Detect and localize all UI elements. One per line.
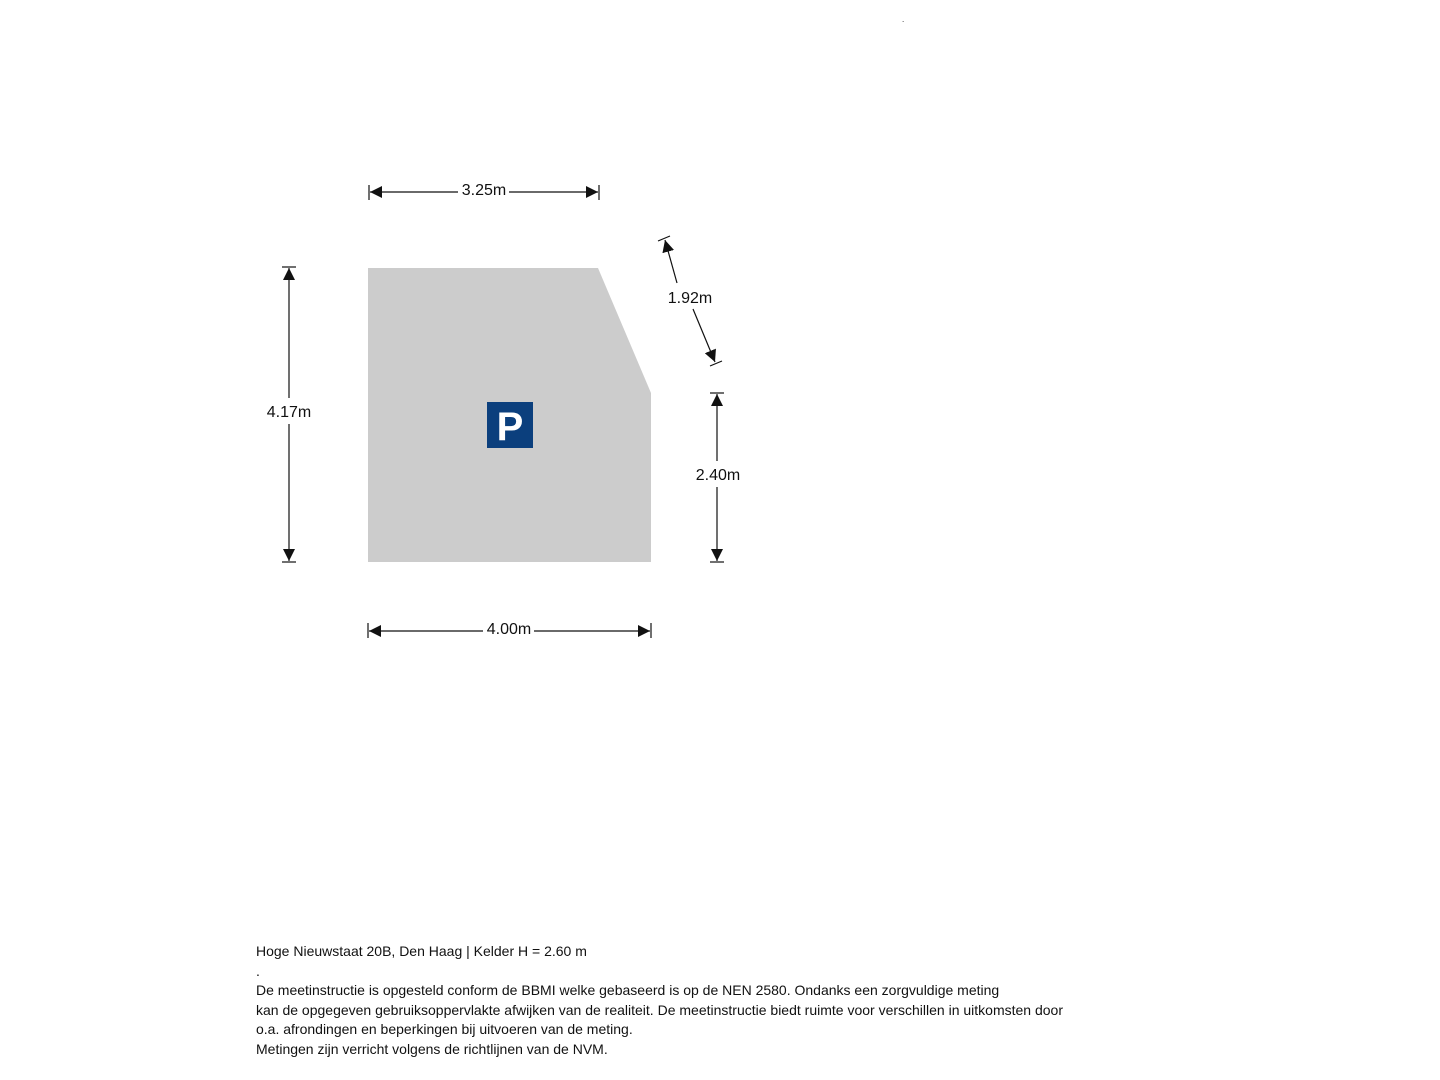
dimension-left-label: 4.17m [266,404,312,421]
dimension-top-label: 3.25m [461,182,507,199]
notes-separator: . [256,962,260,979]
dimension-right-label: 2.40m [695,467,741,484]
disclaimer-line: De meetinstructie is opgesteld conform de BBMI welke gebaseerd is op de NEN 2580. Ondanks een zorgvuldige meting [256,982,1000,998]
disclaimer-line: Metingen zijn verricht volgens de richtlijnen van de NVM. [256,1040,608,1057]
dimension-diagonal-label: 1.92m [667,290,713,307]
disclaimer-line: kan de opgegeven gebruiksoppervlakte afwijken van de realiteit. De meetinstructie biedt ruimte voor verschillen in uitkomsten door [256,1001,1063,1018]
stray-mark: . [902,15,905,24]
parking-sign-icon [487,402,533,449]
plan-notes [256,942,1156,1059]
dimension-bottom-label: 4.00m [486,621,532,638]
plan-title: Hoge Nieuwstaat 20B, Den Haag | Kelder H = 2.60 m [256,943,587,959]
parking-sign-letter: P [496,405,524,449]
disclaimer-line: o.a. afrondingen en beperkingen bij uitvoeren van de meting. [256,1021,633,1037]
